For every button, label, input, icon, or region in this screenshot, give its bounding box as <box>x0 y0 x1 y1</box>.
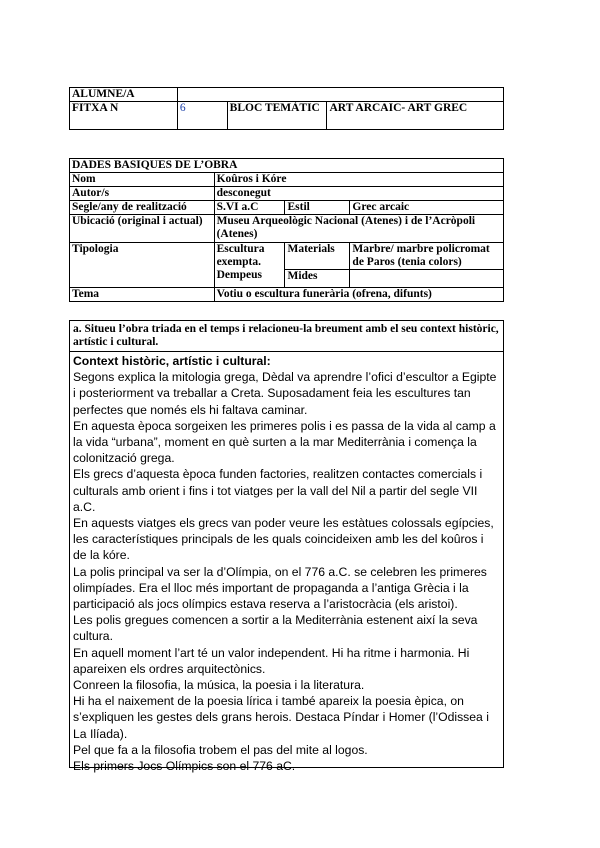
materials-label: Materials <box>285 243 350 270</box>
context-paragraph: En aquell moment l’art té un valor independent. Hi ha ritme i harmonia. Hi apareixen els ordres arquitectònics. <box>73 645 470 676</box>
context-box <box>69 320 504 774</box>
context-paragraph: Hi ha el naixement de la poesia lírica i també apareix la poesia èpica, on s’expliquen les gestes dels grans herois. Destaca Píndar i Homer (l’Odissea i La Ilíada). <box>73 694 489 741</box>
nom-value: Koûros i Kóre <box>214 173 503 187</box>
mides-value <box>350 270 504 288</box>
alumne-label: ALUMNE/A <box>70 88 178 102</box>
tema-value: Votiu o escultura funerària (ofrena, difunts) <box>214 288 503 302</box>
segle-label: Segle/any de realització <box>70 201 215 215</box>
ubicacio-value: Museu Arqueològic Nacional (Atenes) i de l’Acròpoli (Atenes) <box>214 215 503 243</box>
tipologia-label: Tipologia <box>70 243 215 288</box>
context-paragraph: Conreen la filosofia, la música, la poesia i la literatura. <box>73 678 365 693</box>
context-paragraph: Les polis gregues comencen a sortir a la Mediterrània estenent així la seva cultura. <box>73 613 478 644</box>
segle-value: S.VI a.C <box>214 201 285 215</box>
context-paragraph: Els grecs d’aquesta època funden factories, realitzen contactes comercials i culturals amb orient i fins i tot viatges per la vall del Nil a partir del segle VII a.C. <box>73 467 483 514</box>
context-text <box>70 352 503 775</box>
bloc-value: ART ARCAIC- ART GREC <box>327 102 504 130</box>
context-paragraph: Pel que fa a la filosofia trobem el pas del mite al logos. <box>73 742 368 757</box>
context-paragraph: En aquesta època sorgeixen les primeres polis i es passa de la vida al camp a la vida “urbana”, moment en què surten a la mar Mediterrània i comença la colonització grega. <box>73 418 496 466</box>
question-title: a. Situeu l’obra triada en el temps i relacioneu-la breument amb el seu context històric, artístic i cultural. <box>70 321 503 352</box>
alumne-value <box>177 88 503 102</box>
header-table <box>69 87 504 130</box>
context-paragraph: Segons explica la mitologia grega, Dèdal va aprendre l’ofici d’escultor a Egipte i posteriorment va treballar a Creta. Suposadament feia les escultures tan perfectes que només els hi faltava caminar. <box>73 370 497 417</box>
autor-value: desconegut <box>214 187 503 201</box>
tipologia-value: Escultura exempta. Dempeus <box>214 243 285 288</box>
fitxa-value: 6 <box>177 102 227 130</box>
dades-table <box>69 158 504 302</box>
materials-value: Marbre/ marbre policromat de Paros (tenia colors) <box>350 243 504 270</box>
fitxa-label: FITXA N <box>70 102 178 130</box>
context-paragraph: En aquests viatges els grecs van poder veure les estàtues colossals egípcies, les característiques principals de les quals coincideixen amb les del koûros i de la kóre. <box>73 516 494 563</box>
dades-title: DADES BASIQUES DE L’OBRA <box>70 159 504 173</box>
ubicacio-label: Ubicació (original i actual) <box>70 215 215 243</box>
context-paragraph: La polis principal va ser la d’Olímpia, on el 776 a.C. se celebren les primeres olimpíades. Era el lloc més important de propaganda a l’antiga Grècia i la participació als jocs olímpics estava reserva a l’aristocràcia (els aristoi). <box>73 564 487 612</box>
estil-label: Estil <box>285 201 350 215</box>
autor-label: Autor/s <box>70 187 215 201</box>
context-heading: Context històric, artístic i cultural: <box>73 354 271 368</box>
bloc-label: BLOC TEMÀTIC <box>227 102 327 130</box>
mides-label: Mides <box>285 270 350 288</box>
nom-label: Nom <box>70 173 215 187</box>
estil-value: Grec arcaic <box>350 201 504 215</box>
context-paragraph: Els primers Jocs Olímpics son el 776 aC. <box>73 759 296 774</box>
tema-label: Tema <box>70 288 215 302</box>
